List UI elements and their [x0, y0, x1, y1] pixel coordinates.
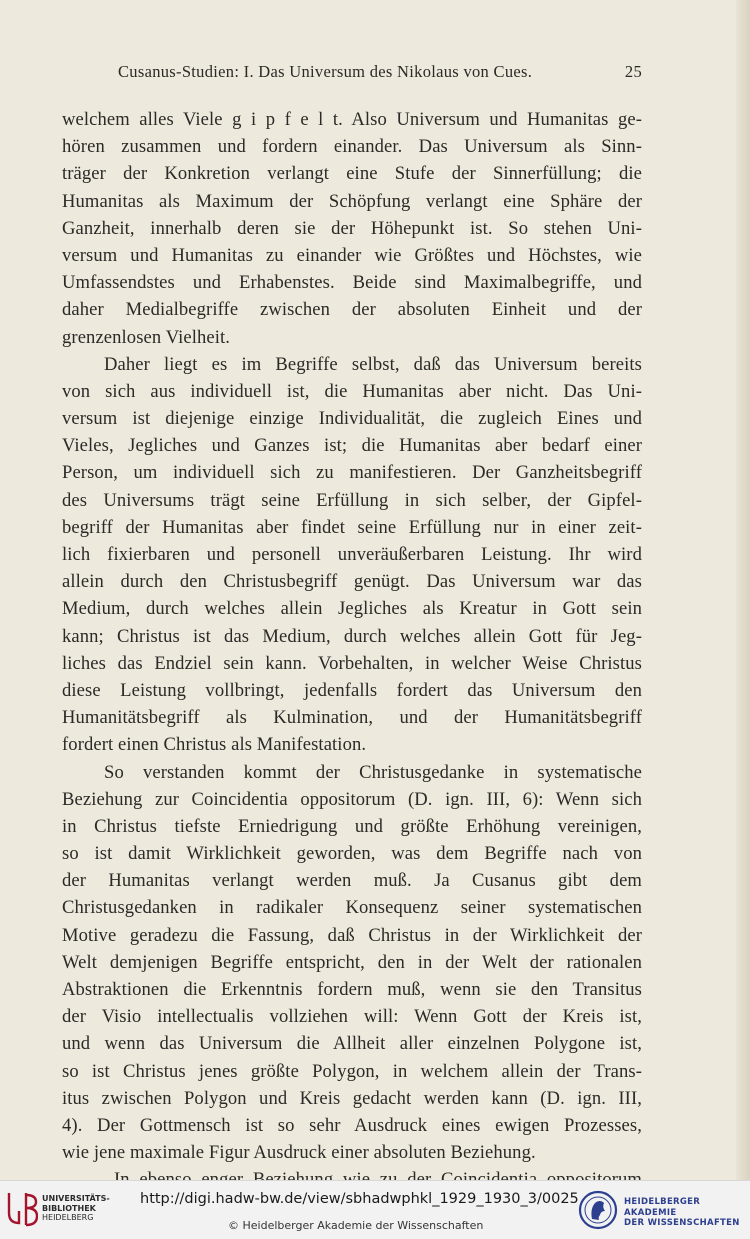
text-line: 4). Der Gottmensch ist so sehr Ausdruck eines ewigen Prozesses,: [62, 1114, 642, 1136]
viewer-footer: [0, 1180, 750, 1239]
text-line: daher Medialbegriffe zwischen der absoluten Einheit und der: [62, 299, 642, 321]
text-line: grenzenlosen Vielheit.: [62, 326, 231, 348]
text-line: Medium, durch welches allein Jegliches als Kreatur in Gott sein: [62, 598, 642, 620]
text-line: wie jene maximale Figur Ausdruck einer absoluten Beziehung.: [62, 1142, 536, 1164]
text-line: Umfassendstes und Erhabenstes. Beide sind Maximalbegriffe, und: [62, 272, 642, 294]
text-line: der Humanitas verlangt werden muß. Ja Cusanus gibt dem: [62, 870, 642, 892]
university-library-logo-icon: [6, 1189, 38, 1229]
text-line: Vieles, Jegliches und Ganzes ist; die Humanitas aber bedarf einer: [62, 435, 642, 457]
text-line: itus zwischen Polygon und Kreis gedacht werden kann (D. ign. III,: [62, 1087, 642, 1109]
body-text: [62, 106, 642, 1194]
text-line: Welt demjenigen Begriffe entspricht, den in der Welt der rationalen: [62, 951, 642, 973]
text-line: welchem alles Viele g i p f e l t. Also Universum und Humanitas ge-: [62, 109, 642, 130]
text-line: Abstraktionen die Erkenntnis fordern muß, wenn sie den Transitus: [62, 979, 642, 1000]
academy-seal-icon: [578, 1189, 618, 1231]
text-line: träger der Konkretion verlangt eine Stufe der Sinnerfüllung; die: [62, 163, 642, 185]
text-line: so ist Christus jenes größte Polygon, in welchem allein der Trans-: [62, 1060, 642, 1082]
page-edge: [736, 0, 750, 1180]
paragraph-start: Daher liegt es im Begriffe selbst, daß das Universum bereits: [104, 353, 642, 375]
text-line: der Visio intellectualis vollziehen will: Wenn Gott der Kreis ist,: [62, 1006, 642, 1028]
text-line: fordert einen Christus als Manifestation.: [62, 734, 367, 756]
text-line: Person, um individuell sich zu manifestieren. Der Ganzheitsbegriff: [62, 462, 642, 484]
text-line: Ganzheit, innerhalb deren sie der Höhepunkt ist. So stehen Uni-: [62, 217, 642, 239]
text-line: versum ist diejenige einzige Individualität, die zugleich Eines und: [62, 408, 642, 430]
text-line: versum und Humanitas zu einander wie Größtes und Höchstes, wie: [62, 244, 642, 266]
text-line: Humanitas als Maximum der Schöpfung verlangt eine Sphäre der: [62, 190, 642, 212]
text-line: Humanitätsbegriff als Kulmination, und der Humanitätsbegriff: [62, 707, 642, 729]
text-line: begriff der Humanitas aber findet seine Erfüllung nur in einer zeit-: [62, 516, 642, 538]
paragraph-start: So verstanden kommt der Christusgedanke in systematische: [104, 761, 642, 783]
running-header: [60, 62, 642, 86]
academy-name: HEIDELBERGER AKADEMIE DER WISSENSCHAFTEN: [624, 1197, 740, 1228]
permalink-url[interactable]: http://digi.hadw-bw.de/view/sbhadwphkl_1929_1930_3/0025: [140, 1191, 579, 1207]
text-line: in Christus tiefste Erniedrigung und größte Erhöhung vereinigen,: [62, 815, 642, 837]
text-line: kann; Christus ist das Medium, durch welches allein Gott für Jeg-: [62, 625, 642, 647]
text-line: lich fixierbaren und personell unveräußerbaren Leistung. Ihr wird: [62, 544, 642, 565]
text-line: des Universums trägt seine Erfüllung in sich selber, der Gipfel-: [62, 489, 642, 511]
text-line: und wenn das Universum die Allheit aller einzelnen Polygone ist,: [62, 1033, 642, 1055]
text-line: diese Leistung vollbringt, jedenfalls fordert das Universum den: [62, 679, 642, 701]
page-number: 25: [624, 62, 642, 81]
text-line: Christusgedanken in radikaler Konsequenz seiner systematischen: [62, 897, 642, 919]
library-name: UNIVERSITÄTS- BIBLIOTHEK HEIDELBERG: [42, 1194, 110, 1222]
text-line: liches das Endziel sein kann. Vorbehalten, in welcher Weise Christus: [62, 652, 642, 674]
copyright-notice: © Heidelberger Akademie der Wissenschaften: [228, 1219, 484, 1232]
text-line: Beziehung zur Coincidentia oppositorum (D. ign. III, 6): Wenn sich: [62, 788, 642, 810]
text-line: von sich aus individuell ist, die Humanitas aber nicht. Das Uni-: [62, 380, 642, 402]
text-line: so ist damit Wirklichkeit geworden, was dem Begriffe nach von: [62, 843, 642, 865]
text-line: allein durch den Christusbegriff genügt. Das Universum war das: [62, 571, 642, 593]
text-line: hören zusammen und fordern einander. Das Universum als Sinn-: [62, 136, 642, 158]
running-title: Cusanus-Studien: I. Das Universum des Nikolaus von Cues.: [118, 62, 533, 81]
text-line: Motive geradezu die Fassung, daß Christus in der Wirklichkeit der: [62, 924, 642, 946]
